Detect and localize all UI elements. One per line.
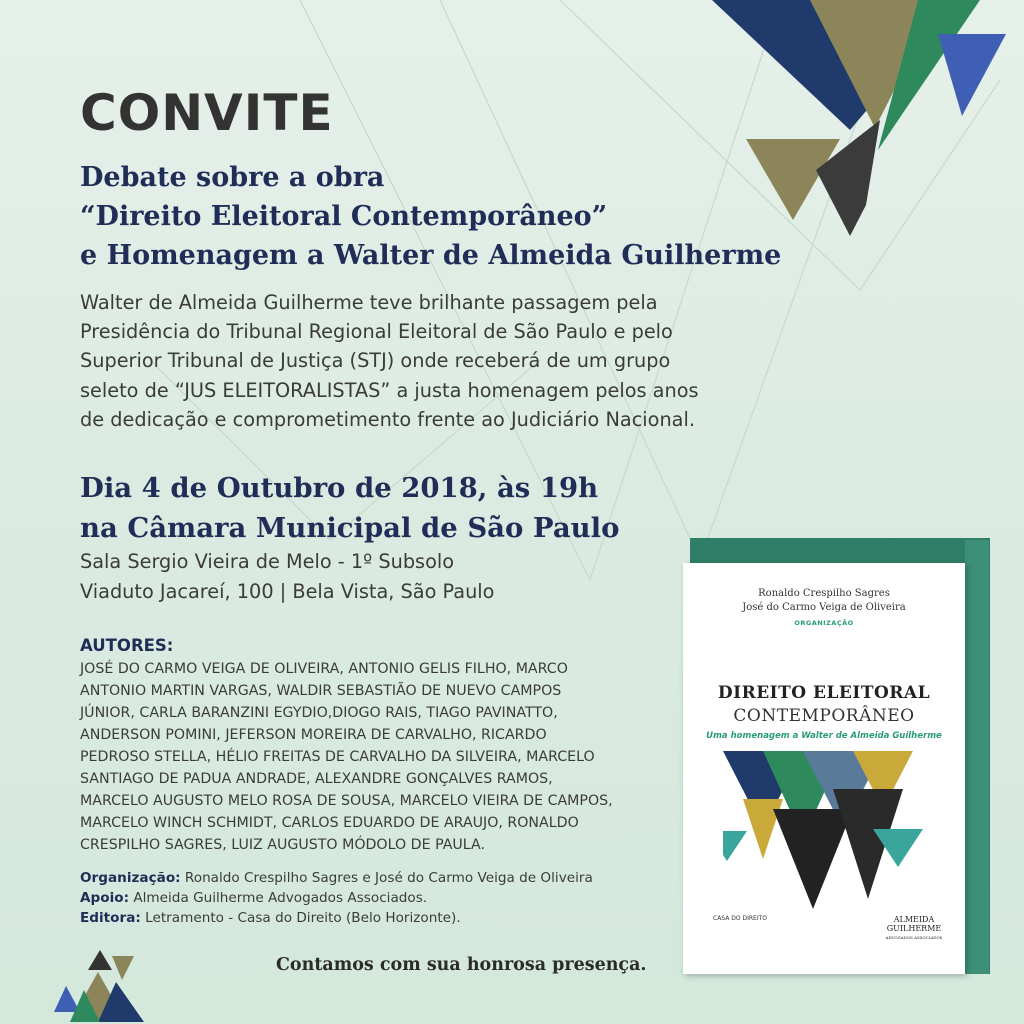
description-line: Presidência do Tribunal Regional Eleitoral de São Paulo e pelo — [80, 320, 673, 344]
art-triangle — [743, 799, 783, 859]
art-triangle — [773, 809, 853, 909]
book-publisher: CASA DO DIREITO — [713, 915, 767, 922]
bl-olive-small — [112, 956, 134, 980]
logo-line: ALMEIDA — [893, 915, 935, 924]
authors-line: JÚNIOR, CARLA BARANZINI EGYDIO,DIOGO RAIS, TIAGO PAVINATTO, — [80, 705, 558, 721]
subtitle-line: Debate sobre a obra — [80, 162, 385, 193]
authors-line: CRESPILHO SAGRES, LUIZ AUGUSTO MÓDOLO DE PAULA. — [80, 837, 486, 853]
book-sponsor-logo — [879, 915, 949, 942]
event-address: Viaduto Jacareí, 100 | Bela Vista, São Paulo — [80, 580, 495, 603]
bl-dark-small — [88, 950, 112, 970]
credit-editora — [80, 908, 593, 928]
credit-organizacao — [80, 868, 593, 888]
logo-line: GUILHERME — [886, 924, 942, 933]
credit-label: Apoio: — [80, 890, 130, 906]
book-author: Ronaldo Crespilho Sagres — [758, 588, 890, 599]
description-line: seleto de “JUS ELEITORALISTAS” a justa homenagem pelos anos — [80, 378, 699, 402]
invitation-title: CONVITE — [80, 84, 334, 142]
authors-line: PEDROSO STELLA, HÉLIO FREITAS DE CARVALHO DA SILVEIRA, MARCELO — [80, 749, 595, 765]
event-place: na Câmara Municipal de São Paulo — [80, 512, 620, 544]
art-triangle — [723, 831, 747, 861]
credit-value: Ronaldo Crespilho Sagres e José do Carmo Veiga de Oliveira — [180, 870, 593, 886]
credit-value: Letramento - Casa do Direito (Belo Horizonte). — [140, 910, 461, 926]
authors-line: ANTONIO MARTIN VARGAS, WALDIR SEBASTIÃO DE NUEVO CAMPOS — [80, 683, 562, 699]
credit-label: Organização: — [80, 870, 181, 886]
event-date-block — [80, 468, 619, 548]
event-description — [80, 288, 800, 434]
book-cover — [683, 563, 965, 974]
book-cover-art — [723, 749, 923, 909]
credit-value: Almeida Guilherme Advogados Associados. — [129, 890, 428, 906]
event-venue — [80, 547, 494, 607]
authors-line: ANDERSON POMINI, JEFERSON MOREIRA DE CARVALHO, RICARDO — [80, 727, 547, 743]
book-title-line: CONTEMPORÂNEO — [733, 706, 915, 726]
description-line: Superior Tribunal de Justiça (STJ) onde receberá de um grupo — [80, 349, 671, 373]
authors-list — [80, 658, 700, 856]
closing-message: Contamos com sua honrosa presença. — [276, 955, 647, 975]
authors-heading: AUTORES: — [80, 636, 174, 655]
book-author: José do Carmo Veiga de Oliveira — [742, 602, 906, 613]
authors-line: JOSÉ DO CARMO VEIGA DE OLIVEIRA, ANTONIO GELIS FILHO, MARCO — [80, 661, 568, 677]
book-org-label: ORGANIZAÇÃO — [794, 619, 854, 627]
description-line: Walter de Almeida Guilherme teve brilhante passagem pela — [80, 291, 658, 314]
blue-triangle — [938, 34, 1006, 116]
credits-block — [80, 868, 593, 928]
credit-label: Editora: — [80, 910, 141, 926]
authors-line: MARCELO WINCH SCHMIDT, CARLOS EDUARDO DE ARAUJO, RONALDO — [80, 815, 579, 831]
event-room: Sala Sergio Vieira de Melo - 1º Subsolo — [80, 550, 455, 573]
credit-apoio — [80, 888, 593, 908]
book-title-line: DIREITO ELEITORAL — [717, 683, 931, 703]
subtitle-line: “Direito Eleitoral Contemporâneo” — [80, 201, 608, 232]
event-subtitle — [80, 158, 840, 275]
book-subtitle: Uma homenagem a Walter de Almeida Guilherme — [706, 731, 942, 741]
book-spine — [965, 540, 989, 974]
authors-line: SANTIAGO DE PADUA ANDRADE, ALEXANDRE GONÇALVES RAMOS, — [80, 771, 553, 787]
authors-line: MARCELO AUGUSTO MELO ROSA DE SOUSA, MARCELO VIEIRA DE CAMPOS, — [80, 793, 613, 809]
logo-line: ADVOGADOS ASSOCIADOS — [885, 935, 943, 940]
description-line: de dedicação e comprometimento frente ao Judiciário Nacional. — [80, 407, 695, 431]
event-date: Dia 4 de Outubro de 2018, às 19h — [80, 472, 599, 504]
subtitle-line: e Homenagem a Walter de Almeida Guilherme — [80, 240, 782, 271]
